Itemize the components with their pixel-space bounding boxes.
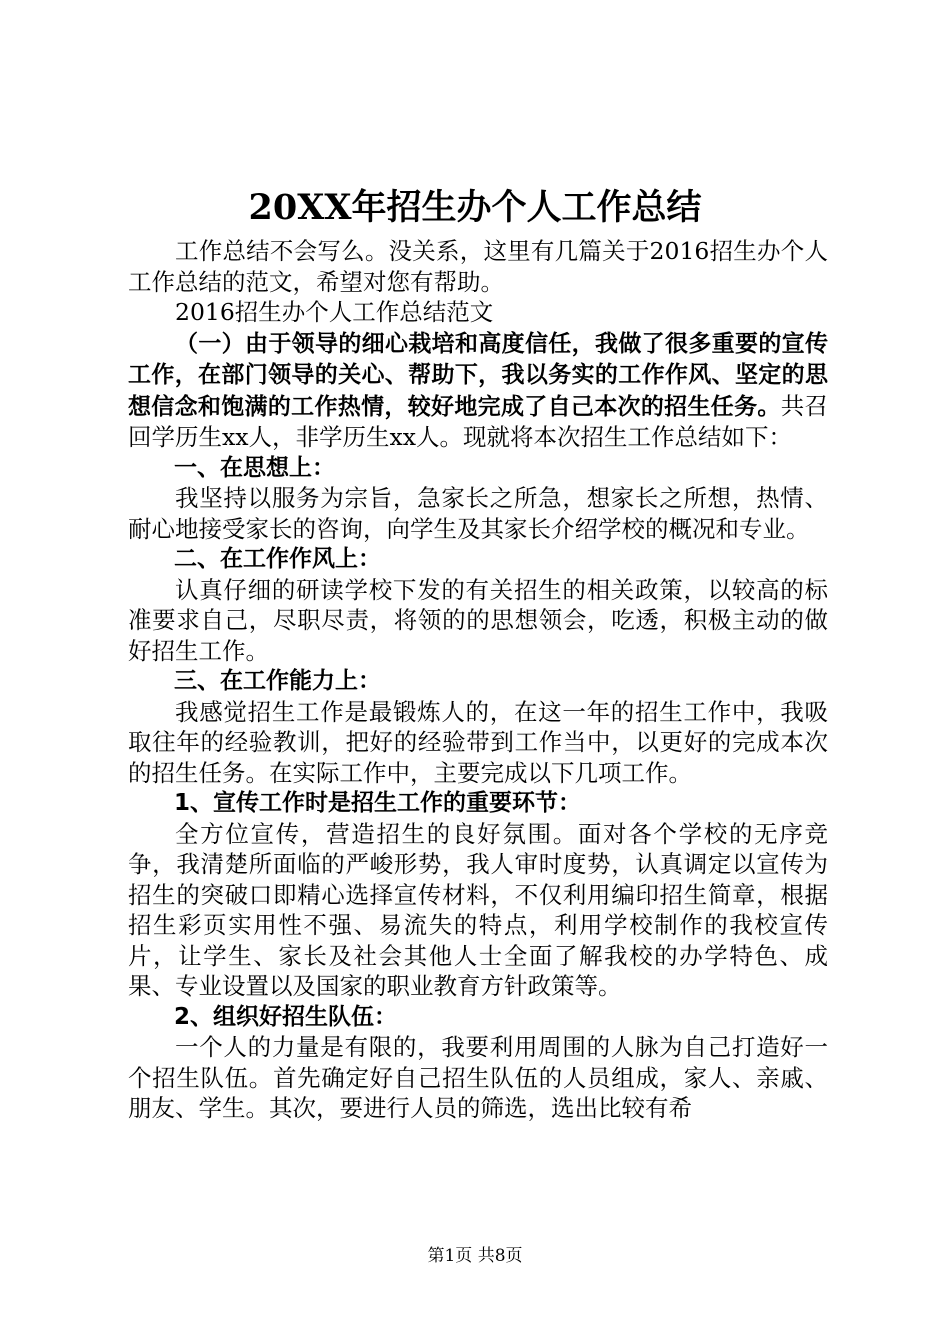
- document-body: [128, 236, 828, 1124]
- section-heading: 1、宣传工作时是招生工作的重要环节：: [174, 790, 582, 816]
- paragraph: 2016招生办个人工作总结范文: [175, 298, 494, 326]
- paragraph-bold-lead: （一）由于领导的细心栽培和高度信任，我做了很多重要的宣传工作，在部门领导的关心、帮助下，我以务实的工作作风、坚定的思想信念和饱满的工作热情，较好地完成了自己本次的招生任务。: [128, 330, 828, 420]
- paragraph: 全方位宣传，营造招生的良好氛围。面对各个学校的无序竞争，我清楚所面临的严峻形势，我人审时度势，认真调定以宣传为招生的突破口即精心选择宣传材料，不仅利用编印招生简章，根据招生彩页实用性不强、易流失的特点，利用学校制作的我校宣传片，让学生、家长及社会其他人士全面了解我校的办学特色、成果、专业设置以及国家的职业教育方针政策等。: [128, 819, 828, 1000]
- paragraph: [128, 328, 828, 453]
- paragraph: 认真仔细的研读学校下发的有关招生的相关政策，以较高的标准要求自己，尽职尽责，将领的的思想领会，吃透，积极主动的做好招生工作。: [128, 575, 828, 665]
- section-heading: 一、在思想上：: [174, 454, 335, 481]
- paragraph-tail: 共召回学历生xx人，非学历生xx人。现就将本次招生工作总结如下：: [128, 391, 829, 451]
- page-footer: 第1页 共8页: [427, 1246, 523, 1266]
- paragraph: 我坚持以服务为宗旨，急家长之所急，想家长之所想，热情、耐心地接受家长的咨询，向学生及其家长介绍学校的概况和专业。: [128, 484, 828, 543]
- section-heading: 二、在工作作风上：: [174, 546, 381, 572]
- document-title: 20XX年招生办个人工作总结: [248, 187, 702, 228]
- section-heading: 2、组织好招生队伍：: [174, 1003, 398, 1030]
- paragraph: 我感觉招生工作是最锻炼人的，在这一年的招生工作中，我吸取往年的经验教训，把好的经验带到工作当中，以更好的完成本次的招生任务。在实际工作中，主要完成以下几项工作。: [128, 697, 828, 787]
- paragraph: 一个人的力量是有限的，我要利用周围的人脉为自己打造好一个招生队伍。首先确定好自己招生队伍的人员组成，家人、亲戚、朋友、学生。其次，要进行人员的筛选，选出比较有希: [128, 1033, 828, 1122]
- paragraph: 工作总结不会写么。没关系，这里有几篇关于2016招生办个人工作总结的范文，希望对您有帮助。: [128, 237, 828, 296]
- section-heading: 三、在工作能力上：: [174, 668, 381, 694]
